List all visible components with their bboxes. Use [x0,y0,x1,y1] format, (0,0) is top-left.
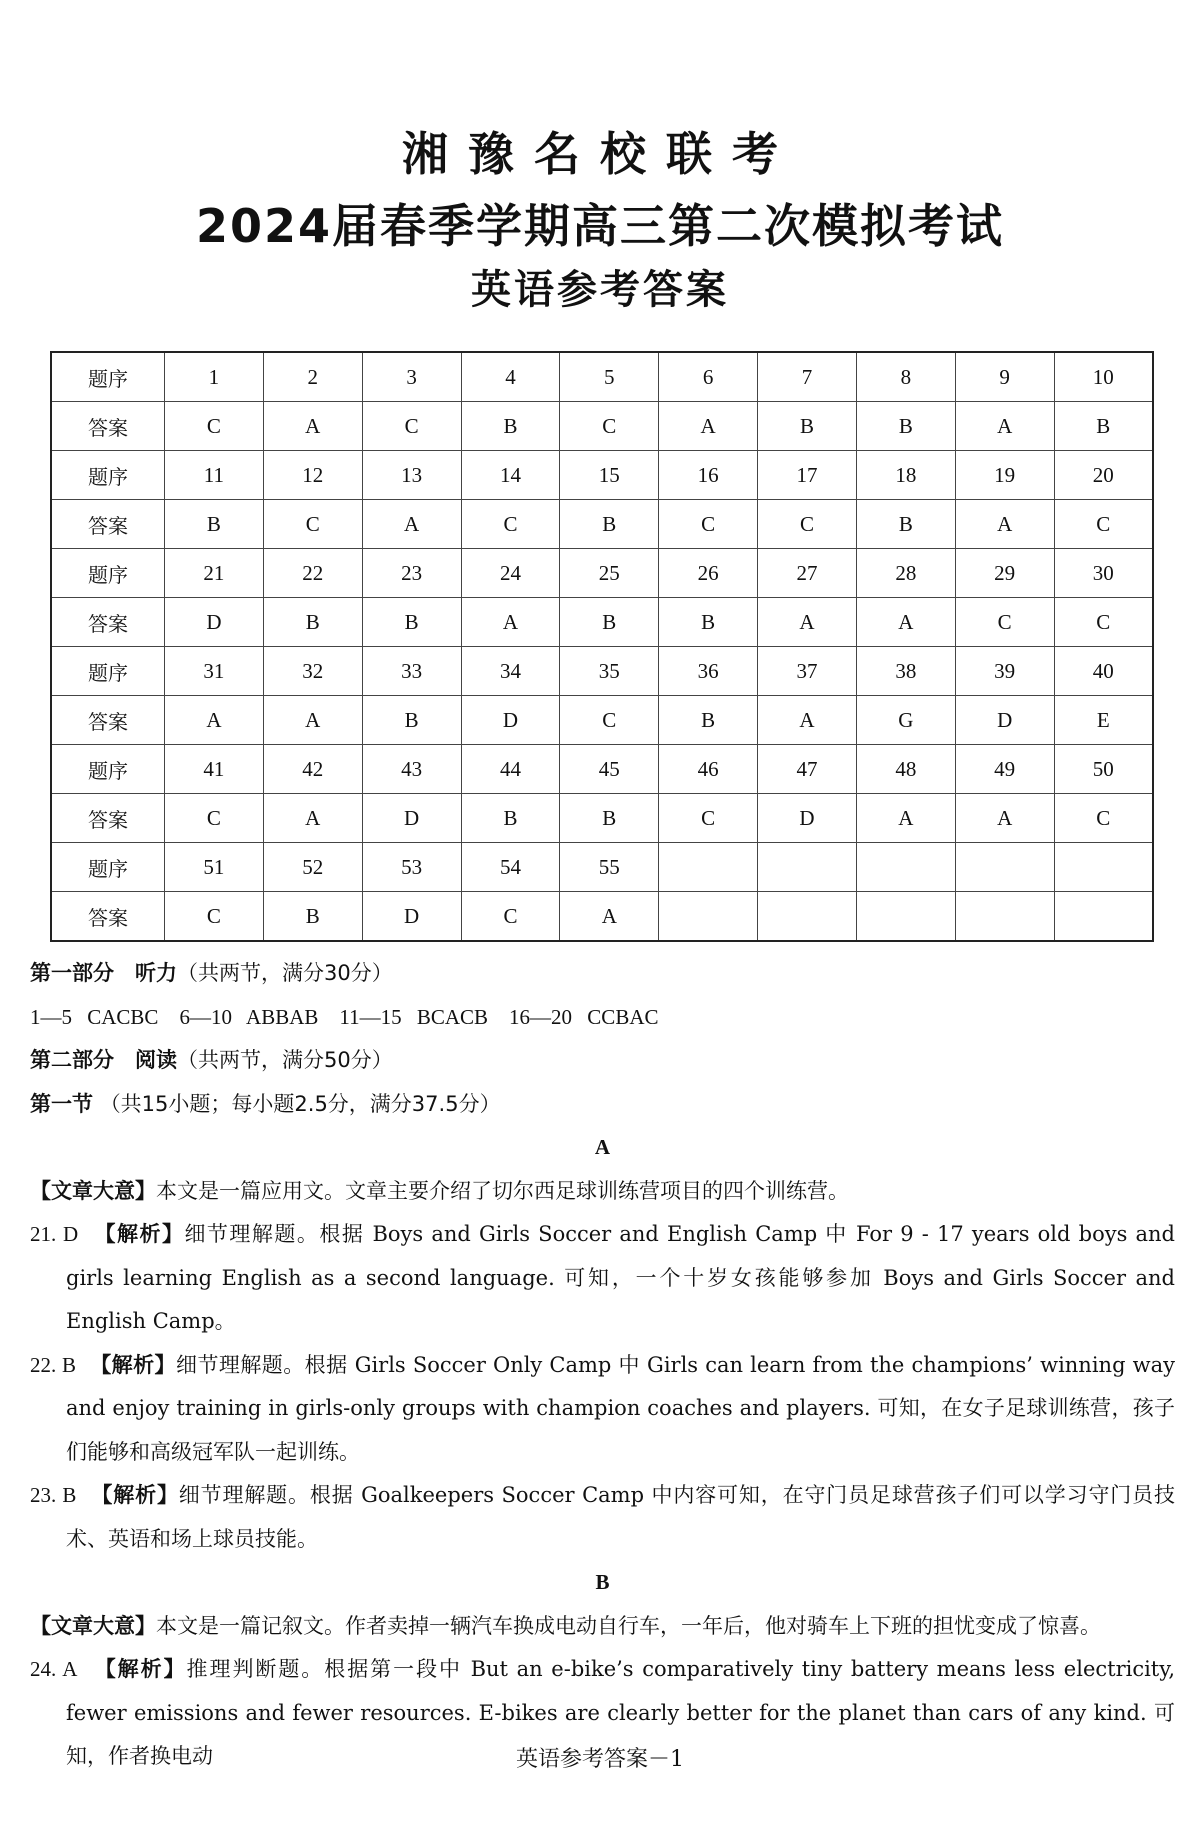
part2-title: 第二部分 阅读 [30,1048,177,1072]
part1-title: 第一部分 听力 [30,961,177,985]
passage-a-summary [30,1170,1175,1214]
answer-letter-cell: B [362,598,461,647]
question-number-cell [1054,843,1153,892]
answer-letter-cell: C [263,500,362,549]
exam-org-title: 湘豫名校联考 [402,127,798,181]
question-number-cell: 39 [955,647,1054,696]
answer-letter-cell: B [560,794,659,843]
analysis-tag: 【解析】 [94,1657,187,1681]
question-number-cell: 9 [955,352,1054,402]
answer-letter-cell: C [461,892,560,942]
answer-letter-cell: C [1054,500,1153,549]
q23-text: 细节理解题。根据 Goalkeepers Soccer Camp 中内容可知，在守门员足球营孩子们可以学习守门员技术、英语和场上球员技能。 [66,1483,1175,1551]
answer-letter-cell: A [461,598,560,647]
question-number-cell: 11 [165,451,264,500]
answer-key-title: 英语参考答案 [471,267,729,313]
answer-row-label: 答案 [51,696,165,745]
question-number-cell: 18 [856,451,955,500]
part1-note: （共两节，满分30分） [177,961,393,985]
question-row-label: 题序 [51,647,165,696]
question-number-cell: 48 [856,745,955,794]
summary-tag: 【文章大意】 [30,1178,156,1203]
analysis-tag: 【解析】 [94,1222,185,1246]
answer-letter-cell: C [461,500,560,549]
question-number-cell: 40 [1054,647,1153,696]
answer-letter-cell: A [165,696,264,745]
section1-title: 第一节 [30,1091,93,1116]
question-number-cell: 44 [461,745,560,794]
answer-letter-cell: B [263,598,362,647]
q23-number: 23. B [30,1483,77,1507]
question-number-cell: 4 [461,352,560,402]
answer-letter-cell: B [1054,402,1153,451]
answer-row [51,696,1153,745]
answer-letter-cell: B [856,402,955,451]
analysis-tag: 【解析】 [91,1483,179,1507]
answer-letter-cell [955,892,1054,942]
answer-letter-cell: C [1054,794,1153,843]
answer-letter-cell: A [758,696,857,745]
question-number-cell [659,843,758,892]
passage-b-label: B [595,1570,610,1594]
question-number-cell: 6 [659,352,758,402]
answer-letter-cell: D [362,794,461,843]
question-number-cell: 30 [1054,549,1153,598]
answer-row-label: 答案 [51,500,165,549]
question-number-cell: 35 [560,647,659,696]
summary-text: 本文是一篇记叙文。作者卖掉一辆汽车换成电动自行车，一年后，他对骑车上下班的担忧变成了惊喜。 [156,1613,1101,1638]
q24-number: 24. A [30,1657,78,1681]
answer-letter-cell: D [165,598,264,647]
answer-letter-cell: A [362,500,461,549]
question-number-cell: 21 [165,549,264,598]
answer-letter-cell: B [758,402,857,451]
answer-letter-cell: C [165,794,264,843]
answer-row [51,892,1153,942]
summary-tag: 【文章大意】 [30,1613,156,1638]
answer-letter-cell: A [560,892,659,942]
question-number-cell: 49 [955,745,1054,794]
question-number-cell: 10 [1054,352,1153,402]
question-number-cell: 24 [461,549,560,598]
question-number-cell: 28 [856,549,955,598]
question-number-cell: 25 [560,549,659,598]
question-number-cell: 8 [856,352,955,402]
part2-note: （共两节，满分50分） [177,1048,393,1072]
question-number-cell: 32 [263,647,362,696]
q24-text: 推理判断题。根据第一段中 But an e-bike’s comparatively tiny battery means less electricity, fewer emissions and fewer resources. E-bikes are clearly better for the planet than cars of any kind. 可知，作者换电动 [66,1657,1175,1768]
answer-row-label: 答案 [51,892,165,942]
question-number-cell: 26 [659,549,758,598]
question-number-cell: 15 [560,451,659,500]
question-number-cell: 29 [955,549,1054,598]
answer-letter-cell: E [1054,696,1153,745]
question-number-cell: 36 [659,647,758,696]
answer-letter-cell: A [856,794,955,843]
question-number-cell [758,843,857,892]
page-footer: 英语参考答案－1 [516,1747,684,1772]
answer-letter-cell [1054,892,1153,942]
question-number-cell: 7 [758,352,857,402]
question-number-cell: 50 [1054,745,1153,794]
answer-letter-cell: B [560,598,659,647]
answer-letter-cell: C [659,500,758,549]
question-number-cell: 16 [659,451,758,500]
question-number-cell: 17 [758,451,857,500]
question-number-cell: 46 [659,745,758,794]
answer-letter-cell: C [955,598,1054,647]
question-number-cell: 41 [165,745,264,794]
answer-letter-cell: A [955,402,1054,451]
question-row-label: 题序 [51,451,165,500]
question-number-cell: 34 [461,647,560,696]
answer-row [51,402,1153,451]
answer-row-label: 答案 [51,598,165,647]
question-row [51,745,1153,794]
answer-letter-cell: B [165,500,264,549]
question-number-cell: 53 [362,843,461,892]
question-number-cell: 5 [560,352,659,402]
answer-letter-cell: C [659,794,758,843]
answer-letter-cell: C [560,696,659,745]
q23-explanation [30,1474,1175,1561]
question-number-cell: 54 [461,843,560,892]
question-number-cell: 47 [758,745,857,794]
exam-name-title: 2024届春季学期高三第二次模拟考试 [195,199,1005,253]
answer-letter-cell [758,892,857,942]
answer-letter-cell [856,892,955,942]
question-number-cell: 12 [263,451,362,500]
question-row-label: 题序 [51,745,165,794]
answer-letter-cell: B [659,696,758,745]
answer-letter-cell: A [758,598,857,647]
question-row [51,843,1153,892]
question-row-label: 题序 [51,549,165,598]
question-row [51,451,1153,500]
q21-text: 细节理解题。根据 Boys and Girls Soccer and English Camp 中 For 9 - 17 years old boys and girls learning English as a second language. 可知，一个十岁女孩能够参加 Boys and Girls Soccer and English Camp。 [66,1222,1175,1333]
q22-explanation [30,1344,1175,1475]
answer-letter-cell: D [461,696,560,745]
question-number-cell: 55 [560,843,659,892]
passage-b-summary [30,1605,1175,1649]
answer-letter-cell: B [560,500,659,549]
question-number-cell: 23 [362,549,461,598]
answer-row-label: 答案 [51,402,165,451]
question-number-cell [955,843,1054,892]
answer-row [51,598,1153,647]
answer-row [51,794,1153,843]
answer-letter-cell: G [856,696,955,745]
question-number-cell: 33 [362,647,461,696]
answer-letter-cell: A [263,794,362,843]
answer-letter-cell: C [560,402,659,451]
q22-number: 22. B [30,1352,76,1377]
part1-heading [30,952,1175,996]
answer-letter-cell: B [263,892,362,942]
answer-letter-cell: A [263,402,362,451]
question-number-cell: 14 [461,451,560,500]
answer-letter-cell: C [165,402,264,451]
question-number-cell: 45 [560,745,659,794]
question-number-cell: 31 [165,647,264,696]
answer-letter-cell: D [758,794,857,843]
answer-letter-cell: B [461,794,560,843]
answer-letter-cell: B [362,696,461,745]
question-number-cell: 20 [1054,451,1153,500]
answer-letter-cell: A [263,696,362,745]
answer-letter-cell: C [1054,598,1153,647]
section1-note: （共15小题；每小题2.5分，满分37.5分） [99,1091,501,1116]
q21-explanation [30,1213,1175,1344]
answer-letter-cell: A [659,402,758,451]
answer-letter-cell: A [856,598,955,647]
question-number-cell: 3 [362,352,461,402]
question-row [51,352,1153,402]
answer-letter-cell: B [461,402,560,451]
analysis-tag: 【解析】 [90,1352,176,1377]
question-row [51,549,1153,598]
answer-letter-cell: C [362,402,461,451]
question-number-cell: 51 [165,843,264,892]
summary-text: 本文是一篇应用文。文章主要介绍了切尔西足球训练营项目的四个训练营。 [156,1178,849,1203]
answer-letter-cell: B [856,500,955,549]
question-row-label: 题序 [51,352,165,402]
part2-heading [30,1039,1175,1083]
question-number-cell: 38 [856,647,955,696]
answer-row-label: 答案 [51,794,165,843]
question-number-cell: 37 [758,647,857,696]
answer-letter-cell [659,892,758,942]
listening-answers: 1—5 CACBC 6—10 ABBAB 11—15 BCACB 16—20 CCBAC [30,1004,659,1029]
explanations [30,952,1175,1779]
answer-letter-cell: D [955,696,1054,745]
passage-a-label: A [594,1135,611,1159]
question-row-label: 题序 [51,843,165,892]
answer-letter-cell: A [955,794,1054,843]
question-number-cell: 19 [955,451,1054,500]
question-number-cell: 2 [263,352,362,402]
q22-text: 细节理解题。根据 Girls Soccer Only Camp 中 Girls can learn from the champions’ winning way and enjoy training in girls-only groups with champion coaches and players. 可知，在女子足球训练营，孩子们能够和高级冠军队一起训练。 [66,1352,1175,1464]
question-number-cell: 1 [165,352,264,402]
question-number-cell: 43 [362,745,461,794]
answer-letter-cell: A [955,500,1054,549]
question-number-cell [856,843,955,892]
question-number-cell: 42 [263,745,362,794]
question-number-cell: 52 [263,843,362,892]
answer-letter-cell: D [362,892,461,942]
question-number-cell: 27 [758,549,857,598]
question-row [51,647,1153,696]
section1-heading [30,1083,1175,1127]
answer-letter-cell: C [758,500,857,549]
answer-row [51,500,1153,549]
answer-table [50,351,1154,942]
question-number-cell: 13 [362,451,461,500]
answer-letter-cell: C [165,892,264,942]
question-number-cell: 22 [263,549,362,598]
q21-number: 21. D [30,1222,79,1246]
answer-letter-cell: B [659,598,758,647]
